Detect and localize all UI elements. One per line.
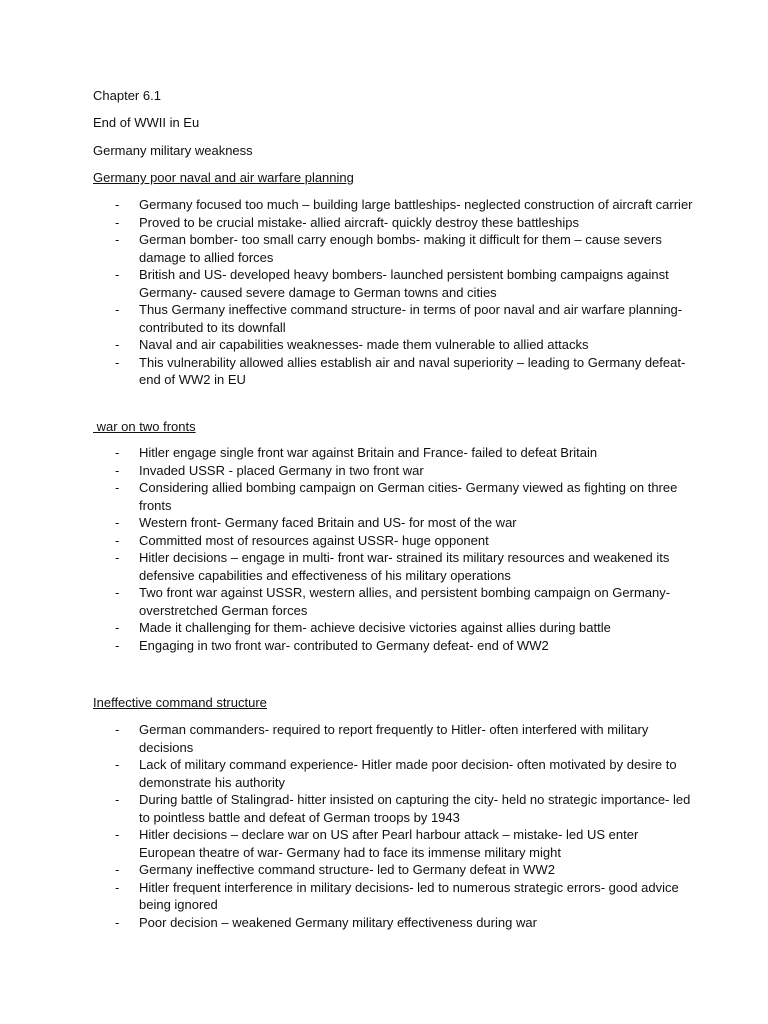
list-item: - German bomber- too small carry enough bombs- making it difficult for them – cause severs damage to allied forces [115, 232, 662, 265]
bullet-dash: - [115, 862, 120, 877]
bullet-dash: - [115, 337, 120, 352]
list-item: - Considering allied bombing campaign on German cities- Germany viewed as fighting on three fronts [115, 480, 678, 513]
list-item: - Western front- Germany faced Britain and US- for most of the war [115, 515, 517, 530]
list-item: - Hitler decisions – engage in multi- front war- strained its military resources and weakened its defensive capabilities and effectiveness of his military operations [115, 550, 670, 583]
list-item: - Germany focused too much – building large battleships- neglected construction of aircraft carrier [115, 197, 693, 212]
bullet-dash: - [115, 879, 120, 895]
section-title-command-structure: Ineffective command structure [93, 695, 267, 710]
section-title-naval-air: Germany poor naval and air warfare planning [93, 170, 354, 185]
list-item: - Committed most of resources against USSR- huge opponent [115, 532, 489, 548]
bullet-dash: - [115, 515, 120, 530]
list-item: - German commanders- required to report frequently to Hitler- often interfered with military decisions [115, 722, 649, 755]
list-item: - Invaded USSR - placed Germany in two front war [115, 462, 424, 478]
list-item: - Hitler frequent interference in military decisions- led to numerous strategic errors- good advice being ignored [115, 879, 679, 912]
section-list-naval-air [93, 196, 693, 389]
list-item: - Hitler decisions – declare war on US after Pearl harbour attack – mistake- led US enter European theatre of war- Germany had to face its immense military might [115, 827, 639, 860]
bullet-dash: - [115, 302, 120, 317]
list-item: - Lack of military command experience- Hitler made poor decision- often motivated by desire to demonstrate his authority [115, 757, 677, 790]
bullet-dash: - [115, 354, 120, 370]
section-list-two-fronts [93, 444, 693, 654]
list-item: - This vulnerability allowed allies establish air and naval superiority – leading to Germany defeat- end of WW2 in EU [115, 354, 686, 387]
bullet-dash: - [115, 197, 120, 212]
list-item: - Two front war against USSR, western allies, and persistent bombing campaign on Germany- overstretched German forces [115, 585, 671, 618]
bullet-dash: - [115, 462, 120, 478]
bullet-dash: - [115, 480, 120, 495]
bullet-dash: - [115, 620, 120, 635]
bullet-dash: - [115, 722, 120, 737]
bullet-dash: - [115, 914, 120, 930]
list-item: - Engaging in two front war- contributed to Germany defeat- end of WW2 [115, 637, 549, 653]
list-item: - Naval and air capabilities weaknesses- made them vulnerable to allied attacks [115, 337, 589, 352]
list-item: - Germany ineffective command structure- led to Germany defeat in WW2 [115, 862, 555, 877]
chapter-heading: Chapter 6.1 [93, 88, 161, 103]
bullet-dash: - [115, 532, 120, 548]
list-item: - During battle of Stalingrad- hitter insisted on capturing the city- held no strategic importance- led to pointless battle and defeat of German troops by 1943 [115, 792, 691, 825]
list-item: - Thus Germany ineffective command structure- in terms of poor naval and air warfare planning- contributed to its downfall [115, 302, 683, 335]
bullet-dash: - [115, 550, 120, 565]
bullet-dash: - [115, 637, 120, 653]
section-list-command-structure [93, 721, 693, 931]
bullet-dash: - [115, 757, 120, 772]
subtopic-heading: Germany military weakness [93, 143, 253, 158]
list-item: - Hitler engage single front war against Britain and France- failed to defeat Britain [115, 445, 598, 460]
topic-heading: End of WWII in Eu [93, 115, 200, 130]
bullet-dash: - [115, 827, 120, 842]
list-item: - British and US- developed heavy bombers- launched persistent bombing campaigns against Germany- caused severe damage to German towns and cities [115, 267, 669, 300]
bullet-dash: - [115, 267, 120, 282]
section-title-two-fronts: war on two fronts [93, 419, 196, 434]
bullet-dash: - [115, 445, 120, 460]
bullet-dash: - [115, 585, 120, 600]
bullet-dash: - [115, 214, 120, 230]
bullet-dash: - [115, 232, 120, 247]
list-item: - Made it challenging for them- achieve decisive victories against allies during battle [115, 620, 611, 635]
list-item: - Poor decision – weakened Germany military effectiveness during war [115, 914, 537, 930]
list-item: - Proved to be crucial mistake- allied aircraft- quickly destroy these battleships [115, 214, 580, 230]
bullet-dash: - [115, 792, 120, 807]
